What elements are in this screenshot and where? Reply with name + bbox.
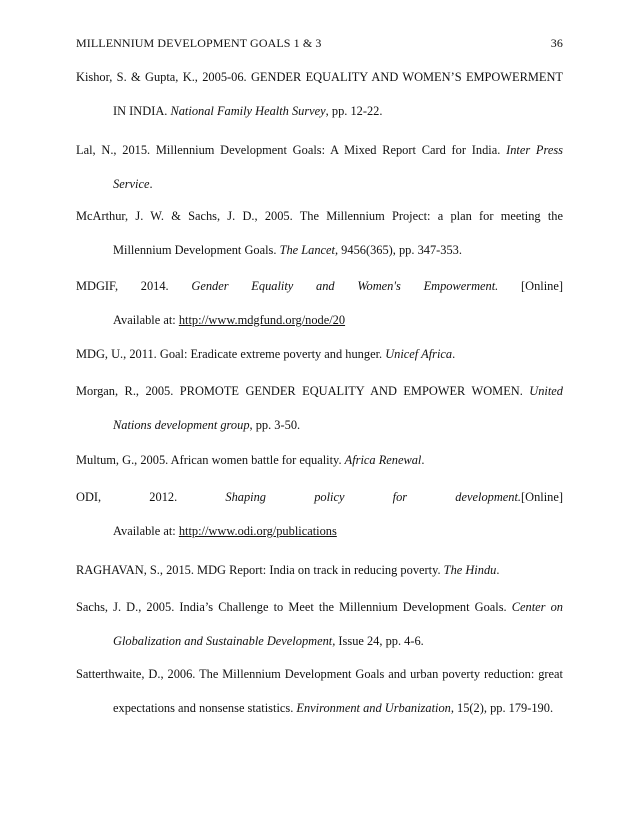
reference-entry (76, 599, 563, 650)
reference-line: MDGIF, 2014. Gender Equality and Women's Empowerment. [Online] (76, 279, 563, 293)
reference-line: Sachs, J. D., 2005. India’s Challenge to Meet the Millennium Development Goals. Center on (76, 600, 563, 614)
reference-entry (76, 142, 563, 193)
running-head (76, 36, 563, 51)
reference-line: Available at: http://www.odi.org/publications (113, 524, 337, 538)
reference-line: RAGHAVAN, S., 2015. MDG Report: India on track in reducing poverty. The Hindu. (76, 563, 500, 577)
reference-line: Globalization and Sustainable Development, Issue 24, pp. 4-6. (113, 634, 424, 648)
reference-entry (76, 346, 563, 363)
reference-link[interactable]: http://www.mdgfund.org/node/20 (178, 313, 346, 327)
reference-line: expectations and nonsense statistics. Environment and Urbanization, 15(2), pp. 179-190. (113, 701, 554, 715)
reference-line: Multum, G., 2005. African women battle for equality. Africa Renewal. (76, 453, 425, 467)
reference-entry (76, 489, 563, 540)
reference-line: McArthur, J. W. & Sachs, J. D., 2005. The Millennium Project: a plan for meeting the (76, 209, 563, 223)
reference-line: Lal, N., 2015. Millennium Development Goals: A Mixed Report Card for India. Inter Press (76, 143, 563, 157)
reference-entry (76, 278, 563, 329)
reference-line: ODI, 2012. Shaping policy for development.[Online] (76, 490, 563, 504)
reference-link[interactable]: http://www.odi.org/publications (178, 524, 337, 538)
reference-line: Satterthwaite, D., 2006. The Millennium Development Goals and urban poverty reduction: great (76, 667, 563, 681)
reference-line: MDG, U., 2011. Goal: Eradicate extreme poverty and hunger. Unicef Africa. (76, 347, 456, 361)
reference-line: Millennium Development Goals. The Lancet, 9456(365), pp. 347-353. (113, 243, 462, 257)
reference-line: Morgan, R., 2005. PROMOTE GENDER EQUALITY AND EMPOWER WOMEN. United (76, 384, 563, 398)
reference-entry (76, 452, 563, 469)
reference-line: Kishor, S. & Gupta, K., 2005-06. GENDER EQUALITY AND WOMEN’S EMPOWERMENT (76, 70, 563, 84)
reference-entry (76, 208, 563, 259)
running-head-title: MILLENNIUM DEVELOPMENT GOALS 1 & 3 (76, 36, 322, 50)
reference-line: Nations development group, pp. 3-50. (113, 418, 301, 432)
reference-line: Service. (113, 177, 153, 191)
reference-line: Available at: http://www.mdgfund.org/node/20 (113, 313, 346, 327)
reference-entry (76, 562, 563, 579)
reference-entry (76, 383, 563, 434)
reference-entry (76, 666, 563, 717)
reference-entry (76, 69, 563, 120)
page-number: 36 (550, 36, 563, 50)
reference-line: IN INDIA. National Family Health Survey, pp. 12-22. (113, 104, 383, 118)
